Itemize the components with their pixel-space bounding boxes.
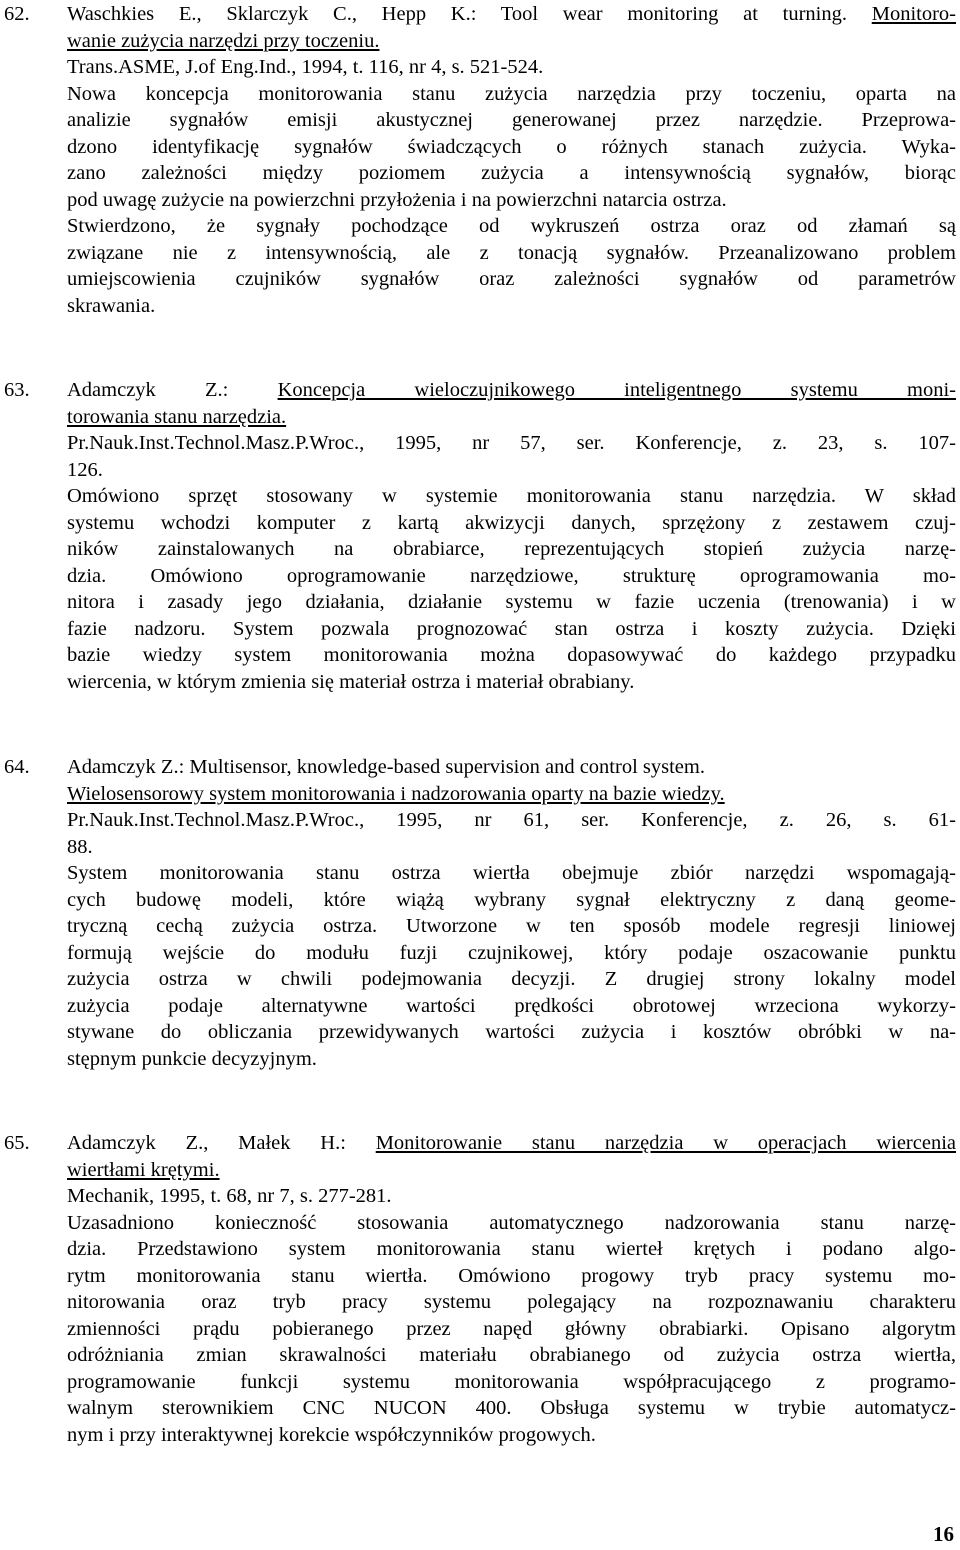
- text-segment: tryczną cechą zużycia ostrza. Utworzone w ten sposób modele regresji liniowej: [67, 915, 956, 937]
- text-line: [67, 240, 956, 267]
- text-line: [67, 807, 956, 834]
- text-line: [67, 483, 956, 510]
- text-segment: 126.: [67, 458, 103, 481]
- text-line: [67, 781, 956, 808]
- text-line: [67, 213, 956, 240]
- text-segment: zano zależności między poziomem zużycia a intensywnością sygnałów, biorąc: [67, 162, 956, 184]
- text-line: [67, 1422, 956, 1449]
- entry-body: [67, 1, 956, 319]
- underlined-title-text: Monitoro-: [871, 3, 956, 25]
- text-line: [67, 1289, 956, 1316]
- underlined-title-text: wiertłami krętymi.: [67, 1158, 220, 1181]
- text-line: [67, 377, 956, 404]
- text-segment: stywane do obliczania przewidywanych wartości zużycia i kosztów obróbki w na-: [67, 1021, 956, 1043]
- entry-number: 65.: [4, 1132, 30, 1154]
- text-segment: skrawania.: [67, 294, 156, 317]
- text-segment: nitora i zasady jego działania, działanie systemu w fazie uczenia (trenowania) i w: [67, 591, 956, 613]
- text-line: [67, 1395, 956, 1422]
- text-line: [67, 993, 956, 1020]
- text-segment: Pr.Nauk.Inst.Technol.Masz.P.Wroc., 1995, nr 61, ser. Konferencje, z. 26, s. 61-: [67, 809, 956, 831]
- text-segment: Stwierdzono, że sygnały pochodzące od wykruszeń ostrza oraz od złamań są: [67, 215, 956, 237]
- text-line: [67, 28, 956, 55]
- text-segment: programowanie funkcji systemu monitorowania współpracującego z programo-: [67, 1370, 956, 1393]
- text-segment: odróżniania zmian skrawalności materiału obrabianego od zużycia ostrza wiertła,: [67, 1344, 956, 1366]
- page-number: 16: [933, 1522, 954, 1546]
- text-segment: dzia. Przedstawiono system monitorowania stanu wierteł krętych i podano algo-: [67, 1238, 956, 1260]
- text-line: [67, 54, 956, 81]
- text-line: [67, 1046, 956, 1073]
- text-line: [67, 754, 956, 781]
- text-line: [67, 616, 956, 643]
- text-segment: ników zainstalowanych na obrabiarce, reprezentujących stopień zużycia narzę-: [67, 538, 956, 560]
- text-segment: systemu wchodzi komputer z kartą akwizycji danych, sprzężony z zestawem czuj-: [67, 511, 956, 534]
- text-segment: cych budowę modeli, które wiążą wybrany sygnał elektryczny z daną geome-: [67, 888, 956, 911]
- text-segment: formują wejście do modułu fuzji czujnikowej, który podaje oszacowanie punktu: [67, 941, 956, 964]
- text-segment: zużycia ostrza w chwili podejmowania decyzji. Z drugiej strony lokalny model: [67, 968, 956, 990]
- text-line: [67, 1210, 956, 1237]
- text-segment: System monitorowania stanu ostrza wiertła obejmuje zbiór narzędzi wspomagają-: [67, 862, 956, 884]
- text-segment: dzia. Omówiono oprogramowanie narzędziowe, strukturę oprogramowania mo-: [67, 564, 956, 587]
- underlined-title-text: torowania stanu narzędzia.: [67, 405, 287, 428]
- text-segment: wiercenia, w którym zmienia się materiał ostrza i materiał obrabiany.: [67, 670, 635, 693]
- text-segment: 88.: [67, 835, 93, 858]
- text-line: [67, 430, 956, 457]
- entry-number: 63.: [4, 379, 30, 401]
- text-line: [67, 860, 956, 887]
- text-segment: bazie wiedzy system monitorowania można dopasowywać do każdego przypadku: [67, 644, 956, 666]
- text-line: [67, 187, 956, 214]
- text-line: [67, 457, 956, 484]
- text-line: [67, 1, 956, 28]
- entry-body: [67, 754, 956, 1072]
- text-segment: Waschkies E., Sklarczyk C., Hepp K.: Tool wear monitoring at turning.: [67, 3, 872, 25]
- text-line: [67, 107, 956, 134]
- text-line: [67, 81, 956, 108]
- text-line: [67, 1316, 956, 1343]
- text-segment: fazie nadzoru. System pozwala prognozować stan ostrza i koszty zużycia. Dzięki: [67, 617, 956, 640]
- text-line: [67, 1369, 956, 1396]
- text-segment: rytm monitorowania stanu wiertła. Omówiono progowy tryb pracy systemu mo-: [67, 1264, 956, 1287]
- text-segment: Mechanik, 1995, t. 68, nr 7, s. 277-281.: [67, 1185, 392, 1207]
- text-segment: Pr.Nauk.Inst.Technol.Masz.P.Wroc., 1995, nr 57, ser. Konferencje, z. 23, s. 107-: [67, 432, 956, 454]
- text-segment: analizie sygnałów emisji akustycznej generowanej przez narzędzie. Przeprowa-: [67, 109, 956, 131]
- text-segment: nitorowania oraz tryb pracy systemu polegający na rozpoznawaniu charakteru: [67, 1291, 956, 1313]
- text-segment: umiejscowienia czujników sygnałów oraz zależności sygnałów od parametrów: [67, 268, 956, 290]
- text-segment: Nowa koncepcja monitorowania stanu zużycia narzędzia przy toczeniu, oparta na: [67, 82, 956, 105]
- text-line: [67, 966, 956, 993]
- text-line: [67, 160, 956, 187]
- text-line: [67, 510, 956, 537]
- text-line: [67, 1019, 956, 1046]
- text-segment: dzono identyfikację sygnałów świadczących o różnych stanach zużycia. Wyka-: [67, 135, 956, 158]
- text-line: [67, 669, 956, 696]
- text-line: [67, 913, 956, 940]
- text-segment: związane nie z intensywnością, ale z tonacją sygnałów. Przeanalizowano problem: [67, 241, 956, 264]
- entry-body: [67, 1130, 956, 1448]
- text-segment: nym i przy interaktywnej korekcie współczynników progowych.: [67, 1423, 596, 1446]
- entry-number: 62.: [4, 3, 30, 25]
- text-segment: pod uwagę zużycie na powierzchni przyłożenia i na powierzchni natarcia ostrza.: [67, 188, 727, 211]
- text-line: [67, 589, 956, 616]
- text-line: [67, 404, 956, 431]
- text-line: [67, 1342, 956, 1369]
- text-segment: Uzasadniono konieczność stosowania automatycznego nadzorowania stanu narzę-: [67, 1211, 956, 1234]
- underlined-title-text: Koncepcja wieloczujnikowego inteligentnego systemu moni-: [277, 379, 957, 401]
- underlined-title-text: Wielosensorowy system monitorowania i nadzorowania oparty na bazie wiedzy.: [67, 782, 725, 805]
- entry-number: 64.: [4, 756, 30, 778]
- text-segment: Adamczyk Z.: Multisensor, knowledge-based supervision and control system.: [67, 756, 705, 778]
- underlined-title-text: Monitorowanie stanu narzędzia w operacjach wiercenia: [375, 1132, 956, 1154]
- text-segment: zużycia podaje alternatywne wartości prędkości obrotowej wrzeciona wykorzy-: [67, 994, 956, 1017]
- text-segment: zmienności prądu pobieranego przez napęd główny obrabiarki. Opisano algorytm: [67, 1317, 956, 1340]
- text-segment: Adamczyk Z., Małek H.:: [67, 1132, 376, 1154]
- text-line: [67, 1183, 956, 1210]
- text-line: [67, 1236, 956, 1263]
- text-line: [67, 293, 956, 320]
- text-line: [67, 536, 956, 563]
- text-line: [67, 940, 956, 967]
- text-segment: Trans.ASME, J.of Eng.Ind., 1994, t. 116, nr 4, s. 521-524.: [67, 56, 544, 78]
- entry-body: [67, 377, 956, 695]
- text-line: [67, 642, 956, 669]
- text-line: [67, 134, 956, 161]
- text-segment: stępnym punkcie decyzyjnym.: [67, 1047, 317, 1070]
- text-line: [67, 1263, 956, 1290]
- text-line: [67, 834, 956, 861]
- text-segment: walnym sterownikiem CNC NUCON 400. Obsługa systemu w trybie automatycz-: [67, 1397, 956, 1419]
- text-line: [67, 887, 956, 914]
- underlined-title-text: wanie zużycia narzędzi przy toczeniu.: [67, 29, 380, 52]
- text-line: [67, 266, 956, 293]
- text-line: [67, 1130, 956, 1157]
- text-line: [67, 1157, 956, 1184]
- text-line: [67, 563, 956, 590]
- text-segment: Omówiono sprzęt stosowany w systemie monitorowania stanu narzędzia. W skład: [67, 485, 956, 507]
- text-segment: Adamczyk Z.:: [67, 379, 278, 401]
